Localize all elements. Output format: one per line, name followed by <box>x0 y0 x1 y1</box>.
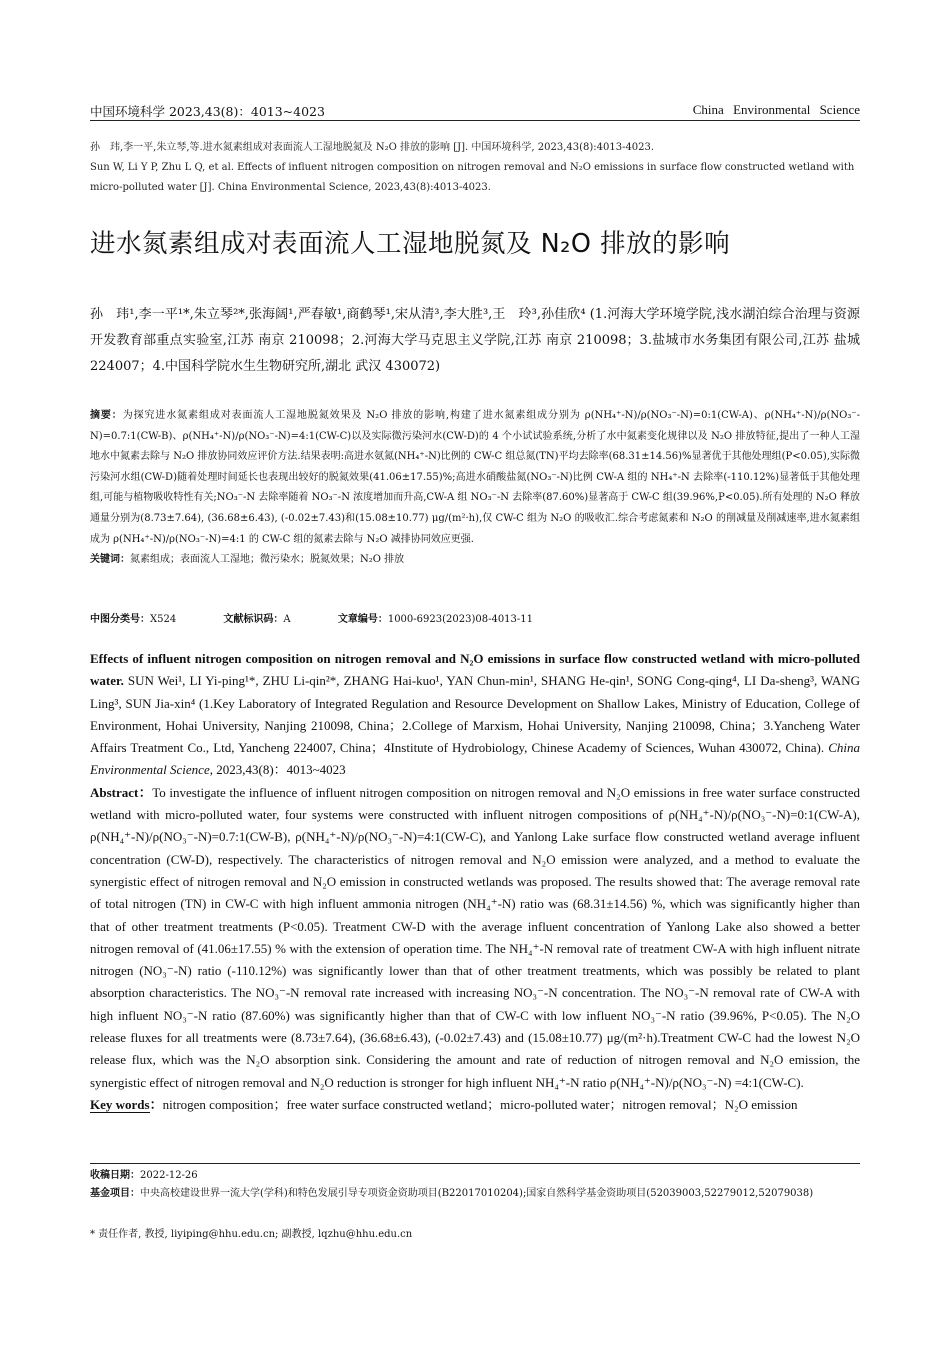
article-no-label: 文章编号： <box>337 614 388 625</box>
english-abstract: Effects of influent nitrogen composition on nitrogen removal and N₂O emissions in surface flow constructed wetland with micro-polluted water. SUN Wei¹, LI Yi-ping¹*, ZHU Li-qin²*, ZHANG Hai-kuo¹, YAN Chun-min¹, SHANG He-qin¹, SONG Cong-qing⁴, LI Da-sheng³, WANG Ling³, SUN Jia-xin⁴ (1.Key Laboratory of Integrated Regulation and Resource Development on Shallow Lakes, Ministry of Education, College of Environment, Hohai University, Nanjing 210098, China；2.College of Marxism, Hohai University, Nanjing 210098, China；3.Yancheng Water Affairs Treatment Co., Ltd, Yancheng 224007, China；4Institute of Hydrobiology, Chinese Academy of Sciences, Wuhan 430072, China). China Environmental Science, 2023,43(8)：4013~4023 Abstract：To investigate the influence of influent nitrogen composition on nitrogen removal and N₂O emissions in free water surface constructed wetland with micro-polluted water, four systems were constructed with influent nitrogen compositions of ρ(NH₄⁺-N)/ρ(NO₃⁻-N)=0:1(CW-A), ρ(NH₄⁺-N)/ρ(NO₃⁻-N)=0.7:1(CW-B), ρ(NH₄⁺-N)/ρ(NO₃⁻-N)=4:1(CW-C), and Yanlong Lake surface flow constructed wetland average influent concentration (CW-D), respectively. The characteristics of nitrogen removal and N₂O emission were analyzed, and a method to evaluate the synergistic effect of nitrogen removal and N₂O emission in constructed wetlands was proposed. The results showed that: The average removal rate of total nitrogen (TN) in CW-C with high influent ammonia nitrogen (NH₄⁺-N) ratio was (68.31±14.56) %, which was significantly higher than that of other treatment treatments (P<0.05). Treatment CW-D with the average influent concentration of Yanlong Lake also showed a better nitrogen removal of (41.06±17.55) % with the extension of operation time. The NH₄⁺-N removal rate of treatment CW-A with high influent nitrate nitrogen (NO₃⁻-N) ratio (-110.12%) was significantly lower than that of other treatment treatments, which was possibly be related to plant absorption characteristics. The NO₃⁻-N removal rate increased with increasing NO₃⁻-N concentration. The NO₃⁻-N removal rate of CW-A with high influent NO₃⁻-N ratio (87.60%) was significantly higher than that of CW-C with low influent NO₃⁻-N ratio (39.96%, P<0.05). The N₂O release fluxes for all treatments were (8.73±7.64), (36.68±6.43), (-0.02±7.43) and (15.08±10.77) μg/(m²·h).Treatment CW-C had the lowest N₂O release flux, which was the N₂O absorption sink. Considering the amount and rate of reduction of nitrogen removal and N₂O emission, the synergistic effect of nitrogen removal and N₂O reduction is stronger for high influent NH₄⁺-N ratio ρ(NH₄⁺-N)/ρ(NO₃⁻-N) =4:1(CW-C). Key words：nitrogen composition；free water surface constructed wetland；micro-polluted water；nitrogen removal；N₂O emission <box>90 651 860 1112</box>
running-header <box>90 100 860 121</box>
abstract-cn <box>90 406 860 571</box>
keywords-cn: 氮素组成；表面流人工湿地；微污染水；脱氮效果；N₂O 排放 <box>130 554 405 566</box>
authors-affiliations: 孙 玮¹,李一平¹*,朱立琴²*,张海阔¹,严春敏¹,商鹤琴¹,宋从清³,李大胜³,王 玲³,孙佳欣⁴ (1.河海大学环境学院,浅水湖泊综合治理与资源开发教育部重点实验室,江苏 南京 210098；2.河海大学马克思主义学院,江苏 南京 210098；3.盐城市水务集团有限公司,江苏 盐城 224007；4.中国科学院水生生物研究所,湖北 武汉 430072) <box>90 307 860 374</box>
received-label: 收稿日期： <box>90 1170 140 1181</box>
keywords-cn-label: 关键词： <box>90 554 130 566</box>
classification-row <box>90 610 577 625</box>
citation-cn: 孙 玮,李一平,朱立琴,等.进水氮素组成对表面流人工湿地脱氮及 N₂O 排放的影响 [J]. 中国环境科学, 2023,43(8):4013-4023. <box>90 142 655 153</box>
received-value: 2022-12-26 <box>140 1170 198 1181</box>
doc-code-label: 文献标识码： <box>223 614 284 625</box>
english-keywords-label: Key words <box>90 1096 150 1112</box>
article-no-value: 1000-6923(2023)08-4013-11 <box>387 614 534 625</box>
journal-left: 中国环境科学 2023,43(8)：4013~4023 <box>90 104 325 119</box>
english-journal: China Environmental Science <box>90 740 860 778</box>
doc-code-value: A <box>283 614 291 625</box>
corresponding-author: * 责任作者, 教授, liyiping@hhu.edu.cn; 副教授, lqzhu@hhu.edu.cn <box>90 1229 413 1240</box>
citation-en-1: Sun W, Li Y P, Zhu L Q, et al. Effects of influent nitrogen composition on nitrogen removal and N₂O emissions in surface flow constructed wetland with <box>90 162 855 173</box>
citation-block <box>90 138 860 198</box>
citation-en-2: micro-polluted water [J]. China Environmental Science, 2023,43(8):4013-4023. <box>90 182 491 193</box>
paper-title: 进水氮素组成对表面流人工湿地脱氮及 N₂O 排放的影响 <box>90 229 731 259</box>
english-journal-tail: , 2023,43(8)：4013~4023 <box>209 762 346 778</box>
english-abstract-text: To investigate the influence of influent nitrogen composition on nitrogen removal and N₂O emissions in free water surface constructed wetland with micro-polluted water, four systems were constructed with influent nitrogen compositions of ρ(NH₄⁺-N)/ρ(NO₃⁻-N)=0:1(CW-A), ρ(NH₄⁺-N)/ρ(NO₃⁻-N)=0.7:1(CW-B), ρ(NH₄⁺-N)/ρ(NO₃⁻-N)=4:1(CW-C), and Yanlong Lake surface flow constructed wetland average influent concentration (CW-D), respectively. The characteristics of nitrogen removal and N₂O emission were analyzed, and a method to evaluate the synergistic effect of nitrogen removal and N₂O emission in constructed wetlands was proposed. The results showed that: The average removal rate of total nitrogen (TN) in CW-C with high influent ammonia nitrogen (NH₄⁺-N) ratio was (68.31±14.56) %, which was significantly higher than that of other treatment treatments (P<0.05). Treatment CW-D with the average influent concentration of Yanlong Lake also showed a better nitrogen removal of (41.06±17.55) % with the extension of operation time. The NH₄⁺-N removal rate of treatment CW-A with high influent nitrate nitrogen (NO₃⁻-N) ratio (-110.12%) was significantly lower than that of other treatment treatments, which was possibly be related to plant absorption characteristics. The NO₃⁻-N removal rate increased with increasing NO₃⁻-N concentration. The NO₃⁻-N removal rate of CW-A with high influent NO₃⁻-N ratio (87.60%) was significantly higher than that of CW-C with low influent NO₃⁻-N ratio (39.96%, P<0.05). The N₂O release fluxes for all treatments were (8.73±7.64), (36.68±6.43), (-0.02±7.43) and (15.08±10.77) μg/(m²·h).Treatment CW-C had the lowest N₂O release flux, which was the N₂O absorption sink. Considering the amount and rate of reduction of nitrogen removal and N₂O emission, the synergistic effect of nitrogen removal and N₂O reduction is stronger for high influent NH₄⁺-N ratio ρ(NH₄⁺-N)/ρ(NO₃⁻-N) =4:1(CW-C). <box>90 784 860 1090</box>
fund-value: 中央高校建设世界一流大学(学科)和特色发展引导专项资金资助项目(B22017010204);国家自然科学基金资助项目(52039003,52279012,52079038) <box>140 1188 814 1199</box>
journal-right: China Environmental Science <box>692 102 860 117</box>
abstract-cn-label: 摘要： <box>90 410 123 421</box>
fund-label: 基金项目： <box>90 1188 140 1199</box>
abstract-cn-text: 为探究进水氮素组成对表面流人工湿地脱氮效果及 N₂O 排放的影响,构建了进水氮素组成分别为 ρ(NH₄⁺-N)/ρ(NO₃⁻-N)=0:1(CW-A)、ρ(NH₄⁺-N)/ρ(NO₃⁻-N)=0.7:1(CW-B)、ρ(NH₄⁺-N)/ρ(NO₃⁻-N)=4:1(CW-C)以及实际微污染河水(CW-D)的 4 个小试试验系统,分析了水中氮素变化规律以及 N₂O 排放特征,提出了一种人工湿地水中氮素去除与 N₂O 排放协同效应评价方法.结果表明:高进水氨氮(NH₄⁺-N)比例的 CW-C 组总氮(TN)平均去除率(68.31±14.56)%显著优于其他处理组(P<0.05),实际微污染河水组(CW-D)随着处理时间延长也表现出较好的脱氮效果(41.06±17.55)%;高进水硝酸盐氮(NO₃⁻-N)比例 CW-A 组的 NH₄⁺-N 去除率(-110.12%)显著低于其他处理组,可能与植物吸收特性有关;NO₃⁻-N 去除率随着 NO₃⁻-N 浓度增加而升高,CW-A 组 NO₃⁻-N 去除率(87.60%)显著高于 CW-C 组(39.96%,P<0.05).所有处理的 N₂O 释放通量分别为(8.73±7.64), (36.68±6.43), (-0.02±7.43)和(15.08±10.77) μg/(m²·h),仅 CW-C 组为 N₂O 的吸收汇.综合考虑氮素和 N₂O 的削减量及削减速率,进水氮素组成为 ρ(NH₄⁺-N)/ρ(NO₃⁻-N)=4:1 的 CW-C 组的氮素去除与 N₂O 减排协同效应更强. <box>90 410 860 545</box>
english-abstract-label: Abstract <box>90 784 139 800</box>
english-keywords: nitrogen composition；free water surface constructed wetland；micro-polluted water；nitrogen removal；N₂O emission <box>162 1096 798 1112</box>
funding <box>90 1184 860 1204</box>
received-date <box>90 1163 860 1186</box>
english-authors: SUN Wei¹, LI Yi-ping¹*, ZHU Li-qin²*, ZHANG Hai-kuo¹, YAN Chun-min¹, SHANG He-qin¹, SONG Cong-qing⁴, LI Da-sheng³, WANG Ling³, SUN Jia-xin⁴ (1.Key Laboratory of Integrated Regulation and Resource Development on Shallow Lakes, Ministry of Education, College of Environment, Hohai University, Nanjing 210098, China；2.College of Marxism, Hohai University, Nanjing 210098, China；3.Yancheng Water Affairs Treatment Co., Ltd, Yancheng 224007, China；4Institute of Hydrobiology, Chinese Academy of Sciences, Wuhan 430072, China). <box>90 673 860 756</box>
english-title: Effects of influent nitrogen composition on nitrogen removal and N₂O emissions in surface flow constructed wetland with micro-polluted water. <box>90 651 860 689</box>
clc-label: 中图分类号： <box>90 614 150 625</box>
clc-value: X524 <box>150 614 177 625</box>
